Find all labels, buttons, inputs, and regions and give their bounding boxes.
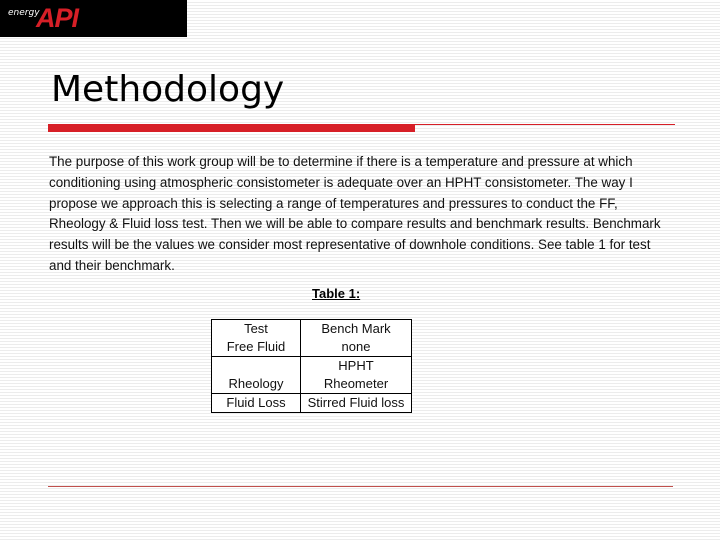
cell-bench-rheology-line2: Rheometer: [323, 376, 389, 391]
footer-rule: [48, 486, 673, 487]
cell-bench-rheology: [301, 357, 412, 394]
title-underline-thin: [415, 124, 675, 125]
table-row: [212, 338, 412, 357]
cell-bench-rheology-line1: HPHT: [338, 358, 374, 373]
header-test: Test: [212, 320, 301, 339]
slide-title: Methodology: [51, 69, 285, 110]
cell-bench-free-fluid: none: [301, 338, 412, 357]
slide-body-text: The purpose of this work group will be to determine if there is a temperature and pressure at which conditioning using atmospheric consistometer is adequate over an HPHT consistometer. The way I propose we approach this is selecting a range of temperatures and pressures to conduct the FF, Rheology & Fluid loss test. Then we will be able to compare results and benchmark results. Benchmark results will be the values we consider most representative of downhole conditions. See table 1 for test and their benchmark.: [49, 154, 661, 273]
benchmark-table: [211, 319, 412, 413]
cell-bench-fluid-loss: Stirred Fluid loss: [301, 394, 412, 413]
cell-test-free-fluid: Free Fluid: [212, 338, 301, 357]
logo-api-mark: API: [36, 3, 79, 33]
table-row: [212, 394, 412, 413]
cell-test-rheology: Rheology: [212, 357, 301, 394]
cell-test-fluid-loss: Fluid Loss: [212, 394, 301, 413]
api-logo: [0, 0, 187, 37]
table-row: [212, 357, 412, 394]
header-bench-mark: Bench Mark: [301, 320, 412, 339]
table-header-row: [212, 320, 412, 339]
title-underline-thick: [48, 124, 415, 132]
table-caption: Table 1:: [312, 286, 361, 301]
logo-energy-text: energy: [8, 8, 40, 18]
